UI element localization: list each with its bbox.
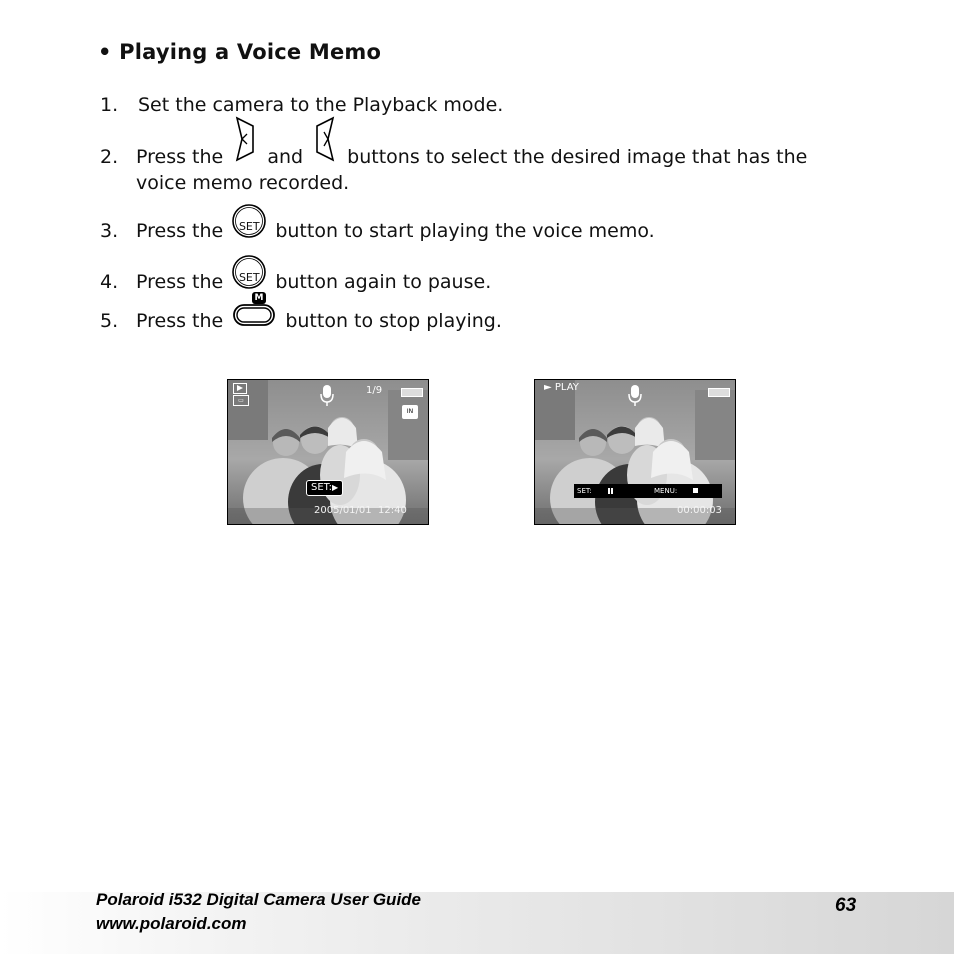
set-label: SET:: [577, 487, 592, 495]
image-counter: 1/9: [366, 385, 383, 396]
step-number: 2.: [100, 146, 119, 168]
step-text: Set the camera to the Playback mode.: [138, 94, 504, 116]
step-text-and: and: [267, 146, 304, 168]
step-3: [100, 218, 655, 244]
control-bar: [574, 484, 722, 498]
left-arrow-button-icon: [233, 116, 257, 169]
lcd-screen-voice-play: [534, 379, 736, 525]
step-number: 1.: [100, 94, 119, 116]
m-badge-icon: [252, 292, 266, 304]
step-text: Press the: [136, 310, 224, 332]
step-2: [100, 144, 807, 170]
set-button-icon: [231, 254, 267, 290]
guide-title: Polaroid i532 Digital Camera User Guide: [96, 890, 422, 909]
step-text: Press the: [136, 146, 224, 168]
step-4: [100, 269, 491, 295]
step-1: [100, 92, 503, 118]
step-text: buttons to select the desired image that has the: [347, 146, 808, 168]
battery-icon: [401, 388, 423, 397]
right-arrow-button-icon: [313, 116, 337, 169]
play-mode-label: ► PLAY: [544, 382, 579, 393]
website-url: www.polaroid.com: [96, 914, 247, 933]
step-text: button again to pause.: [275, 271, 492, 293]
section-heading: • Playing a Voice Memo: [98, 40, 382, 64]
stop-icon: [693, 488, 698, 493]
lcd-screen-playback: [227, 379, 429, 525]
storage-label: IN: [406, 408, 414, 415]
set-play-hint: [306, 480, 343, 496]
internal-memory-icon: [402, 405, 418, 419]
set-button-icon: [231, 203, 267, 239]
play-triangle-icon: ▶: [332, 483, 339, 492]
step-5: [100, 308, 502, 334]
step-text: button to start playing the voice memo.: [275, 220, 655, 242]
set-hint-label: SET:: [311, 482, 333, 493]
step-number: 4.: [100, 271, 119, 293]
m-label: M: [254, 293, 264, 303]
step-text: Press the: [136, 271, 224, 293]
page-number: 63: [835, 895, 857, 916]
step-text: button to stop playing.: [285, 310, 502, 332]
step-number: 5.: [100, 310, 119, 332]
elapsed-time: 00:00:03: [677, 505, 722, 516]
menu-label: MENU:: [654, 487, 678, 495]
playback-mode-icon: [233, 383, 247, 394]
page-footer: [0, 892, 954, 954]
step-2-line2: voice memo recorded.: [136, 172, 350, 194]
pause-icon: [608, 488, 613, 494]
oval-menu-button-icon: [233, 304, 275, 333]
step-number: 3.: [100, 220, 119, 242]
step-text: Press the: [136, 220, 224, 242]
resolution-icon: ▭: [233, 395, 249, 406]
battery-icon: [708, 388, 730, 397]
set-label: SET: [238, 270, 260, 284]
date-time: 2005/01/01 12:40: [314, 505, 407, 516]
set-label: SET: [238, 219, 260, 233]
